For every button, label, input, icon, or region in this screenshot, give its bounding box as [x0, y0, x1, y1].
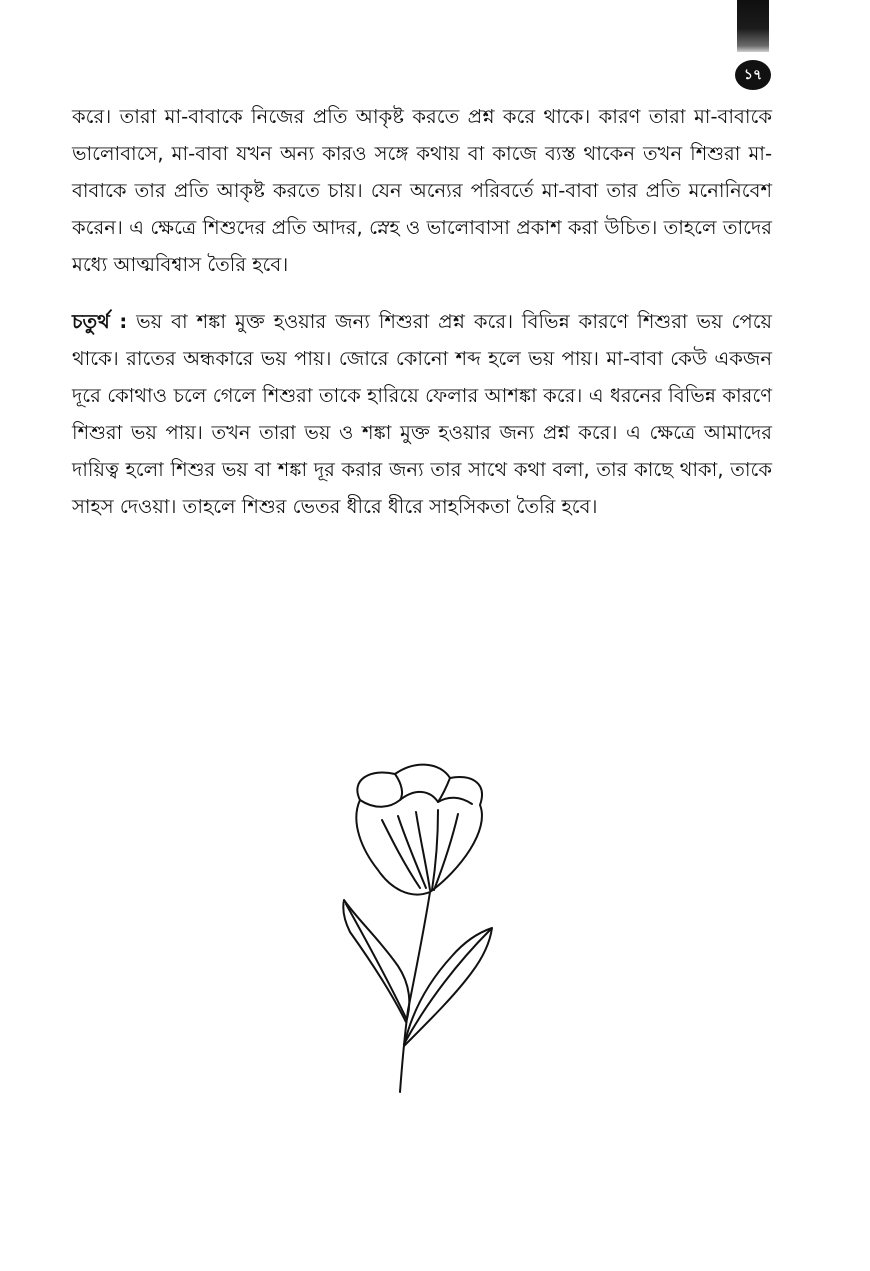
paragraph-text: ভয় বা শঙ্কা মুক্ত হওয়ার জন্য শিশুরা প্রশ্ন করে। বিভিন্ন কারণে শিশুরা ভয় পেয়ে থাকে। রাতের অন্ধকারে ভয় পায়। জোরে কোনো শব্দ হলে ভয় পায়। মা-বাবা কেউ একজন দূরে কোথাও চলে গেলে শিশুরা তাকে হারিয়ে ফেলার আশঙ্কা করে। এ ধরনের বিভিন্ন কারণে শিশুরা ভয় পায়। তখন তারা ভয় ও শঙ্কা মুক্ত হওয়ার জন্য প্রশ্ন করে। এ ক্ষেত্রে আমাদের দায়িত্ব হলো শিশুর ভয় বা শঙ্কা দূর করার জন্য তার সাথে কথা বলা, তার কাছে থাকা, তাকে সাহস দেওয়া। তাহলে শিশুর ভেতর ধীরে ধীরে সাহসিকতা তৈরি হবে। — [72, 310, 773, 518]
paragraph-lead-fourth: চতুর্থ : — [72, 310, 128, 333]
paragraph-fourth-fear — [72, 303, 772, 525]
tulip-line-drawing-icon — [320, 760, 510, 1100]
paragraph-attention — [72, 98, 772, 283]
paragraph-text: করে। তারা মা-বাবাকে নিজের প্রতি আকৃষ্ট করতে প্রশ্ন করে থাকে। কারণ তারা মা-বাবাকে ভালোবাসে, মা-বাবা যখন অন্য কারও সঙ্গে কথায় বা কাজে ব্যস্ত থাকেন তখন শিশুরা মা-বাবাকে তার প্রতি আকৃষ্ট করতে চায়। যেন অন্যের পরিবর্তে মা-বাবা তার প্রতি মনোনিবেশ করেন। এ ক্ষেত্রে শিশুদের প্রতি আদর, স্নেহ ও ভালোবাসা প্রকাশ করা উচিত। তাহলে তাদের মধ্যে আত্মবিশ্বাস তৈরি হবে। — [72, 105, 772, 276]
page-number-badge: ১৭ — [735, 60, 771, 90]
page-body — [72, 98, 772, 525]
page-edge-tab — [737, 0, 769, 52]
